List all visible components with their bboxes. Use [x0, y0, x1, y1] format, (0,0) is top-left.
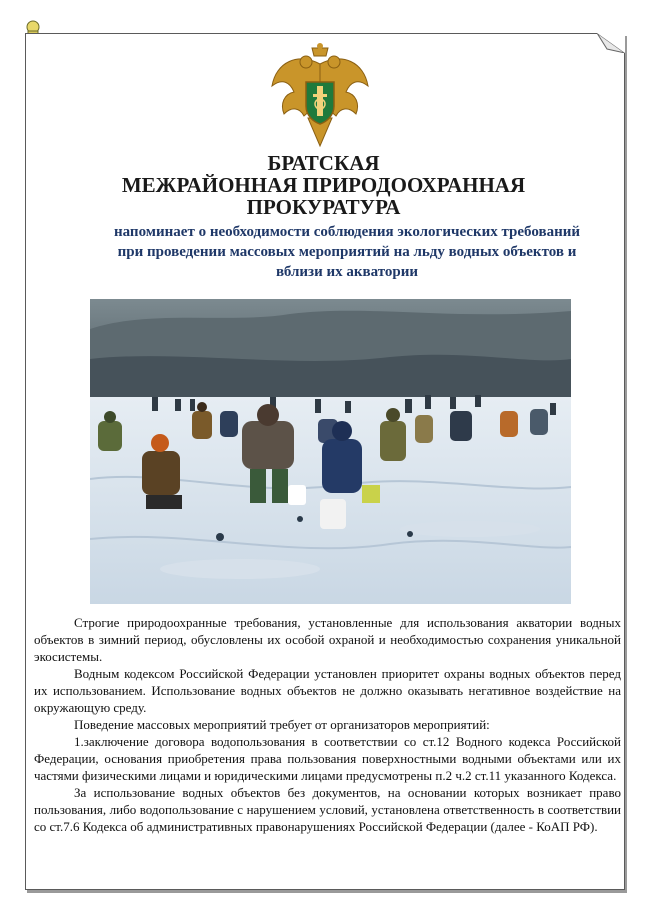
org-name-line-3: ПРОКУРАТУРА [246, 195, 401, 219]
prosecutor-emblem-icon [268, 42, 372, 152]
paragraph-contract: 1.заключение договора водопользования в соответствии со ст.12 Водного кодекса Российской Федерации, основания приобретения права пользования поверхностными водными объектами или их частями физическими лицами и юридическими лицами предусмотрены п.2 ч.2 ст.11 указанного Кодекса. [34, 734, 621, 783]
org-name-line-1: БРАТСКАЯ [267, 151, 380, 175]
notice-body [34, 614, 621, 835]
ice-fishing-photo [90, 299, 571, 604]
org-name-line-2: МЕЖРАЙОННАЯ ПРИРОДООХРАННАЯ [121, 173, 526, 197]
page-curl-icon [597, 33, 625, 53]
notice-subtitle: напоминает о необходимости соблюдения экологических требований при проведении массовых мероприятий на льду водных объектов и вблизи их акватории [113, 224, 581, 280]
paragraph-water-code: Водным кодексом Российской Федерации установлен приоритет охраны водных объектов перед их использованием. Использование водных объектов не должно оказывать негативное воздействие на окружающую среду. [34, 666, 621, 715]
paragraph-requirements: Поведение массовых мероприятий требует от организаторов мероприятий: [74, 717, 490, 732]
paragraph-liability: За использование водных объектов без документов, на основании которых возникает право пользования, либо водопользование с нарушением условий, установлена ответственность в соответствии со ст.7.6 Кодекса об административных правонарушениях Российской Федерации (далее - КоАП РФ). [34, 785, 621, 834]
paragraph-intro: Строгие природоохранные требования, установленные для использования акватории водных объектов в зимний период, обусловлены их особой охраной и необходимостью сохранения уникальной экосистемы. [34, 615, 621, 664]
